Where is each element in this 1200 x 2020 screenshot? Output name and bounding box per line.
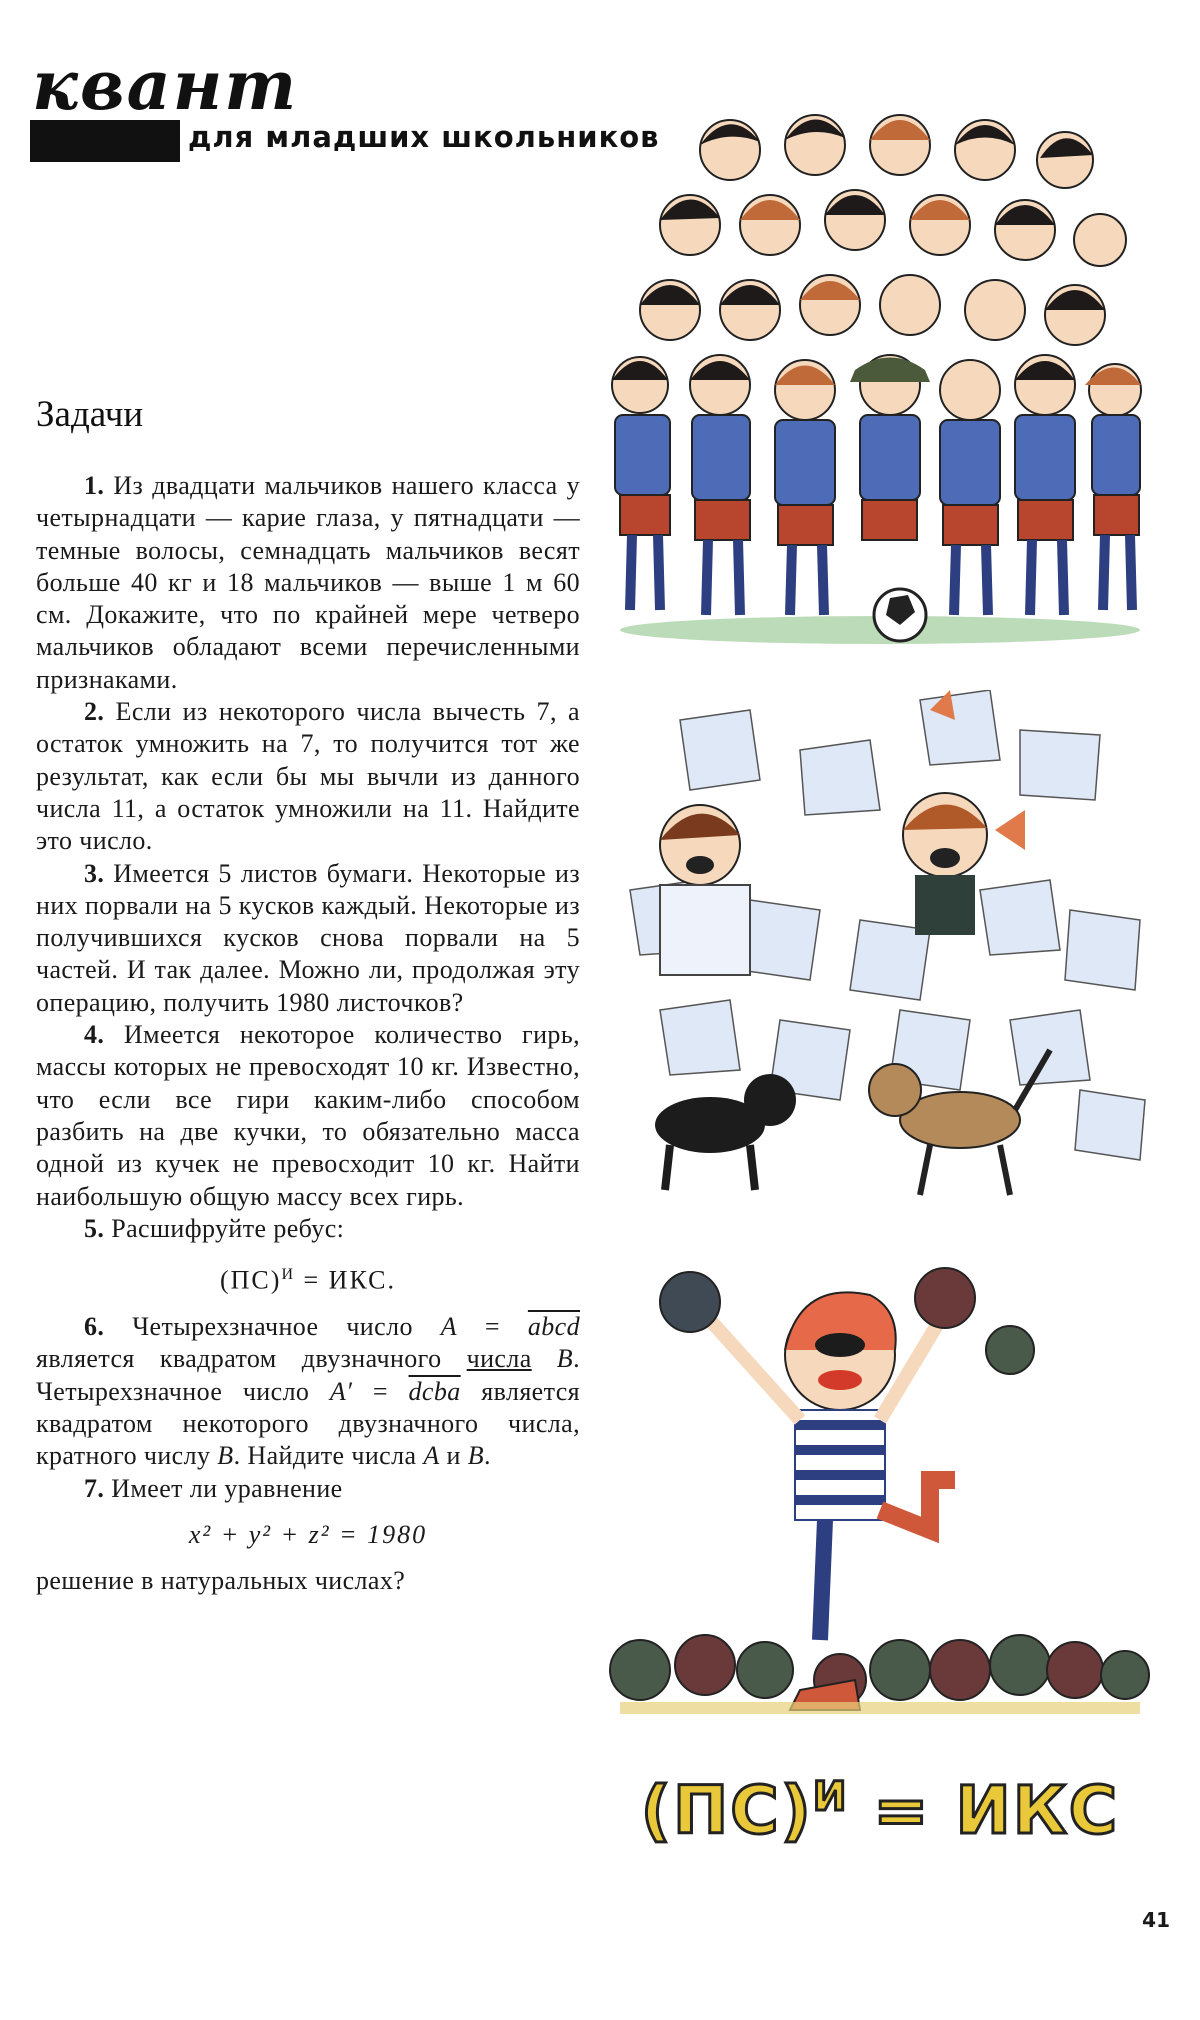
kvant-logo — [30, 46, 660, 172]
dog-black — [655, 1074, 796, 1190]
problem-5: 5. Расшифруйте ребус: — [84, 1213, 345, 1243]
page-number: 41 — [1142, 1908, 1170, 1932]
problem-7-tail: решение в натуральных числах? — [36, 1566, 406, 1596]
weights-illustration — [600, 1240, 1160, 1740]
problem-7: 7. Имеет ли уравнение — [84, 1473, 343, 1503]
paper-sheets-illustration — [600, 690, 1160, 1210]
clown — [710, 1292, 955, 1640]
problem-5-formula: (ПС)$^И$ = ИКС. — [220, 1265, 396, 1295]
boy-bodies — [615, 415, 1140, 615]
problem-2: 2. Если из некоторого числа вычесть 7, а остаток умножить на 7, то получится тот же результат, как если бы мы вычли из данного числа 11, а остаток умножили на 11. Найдите это число. — [36, 697, 581, 856]
section-subtitle: для младших школьников — [188, 120, 660, 154]
rebus-art: (ПС)$^И$ = ИКС — [640, 1772, 1120, 1849]
problem-1: 1. Из двадцати мальчиков нашего класса у четырнадцати — карие глаза, у пятнадцати — темные волосы, семнадцать мальчиков весят больше 40 кг и 18 мальчиков — выше 1 м 60 см. Докажите, что по крайней мере четверо мальчиков обладают всеми перечисленными признаками. — [36, 471, 580, 694]
section-title: Задачи — [36, 394, 144, 435]
logo-word: квант — [28, 52, 306, 120]
problems-text — [36, 470, 580, 1597]
problem-4: 4. Имеется некоторое количество гирь, массы которых не превосходят 10 кг. Известно, что если все гири каким-либо способом разбить на две кучки, то обязательно масса одной из кучек не превосходит 10 кг. Найти наибольшую общую массу всех гирь. — [36, 1020, 580, 1211]
boys-team-illustration — [600, 50, 1160, 650]
problem-6: 6. Четырехзначное число A = abcd является квадратом двузначного числа B. Четырехзначное число A′ = dcba является квадратом некоторого двузначного числа, кратного числу B. Найдите числа A и B. — [36, 1312, 580, 1471]
boy-with-paper — [660, 805, 750, 975]
boy-heads — [612, 115, 1141, 420]
problem-3: 3. Имеется 5 листов бумаги. Некоторые из них порвали на 5 кусков каждый. Некоторые из получившихся кусков снова порвали на 5 частей. И так далее. Можно ли, продолжая эту операцию, получить 1980 листочков? — [36, 858, 580, 1017]
problem-7-equation: x² + y² + z² = 1980 — [188, 1519, 428, 1549]
football-icon — [874, 589, 926, 641]
